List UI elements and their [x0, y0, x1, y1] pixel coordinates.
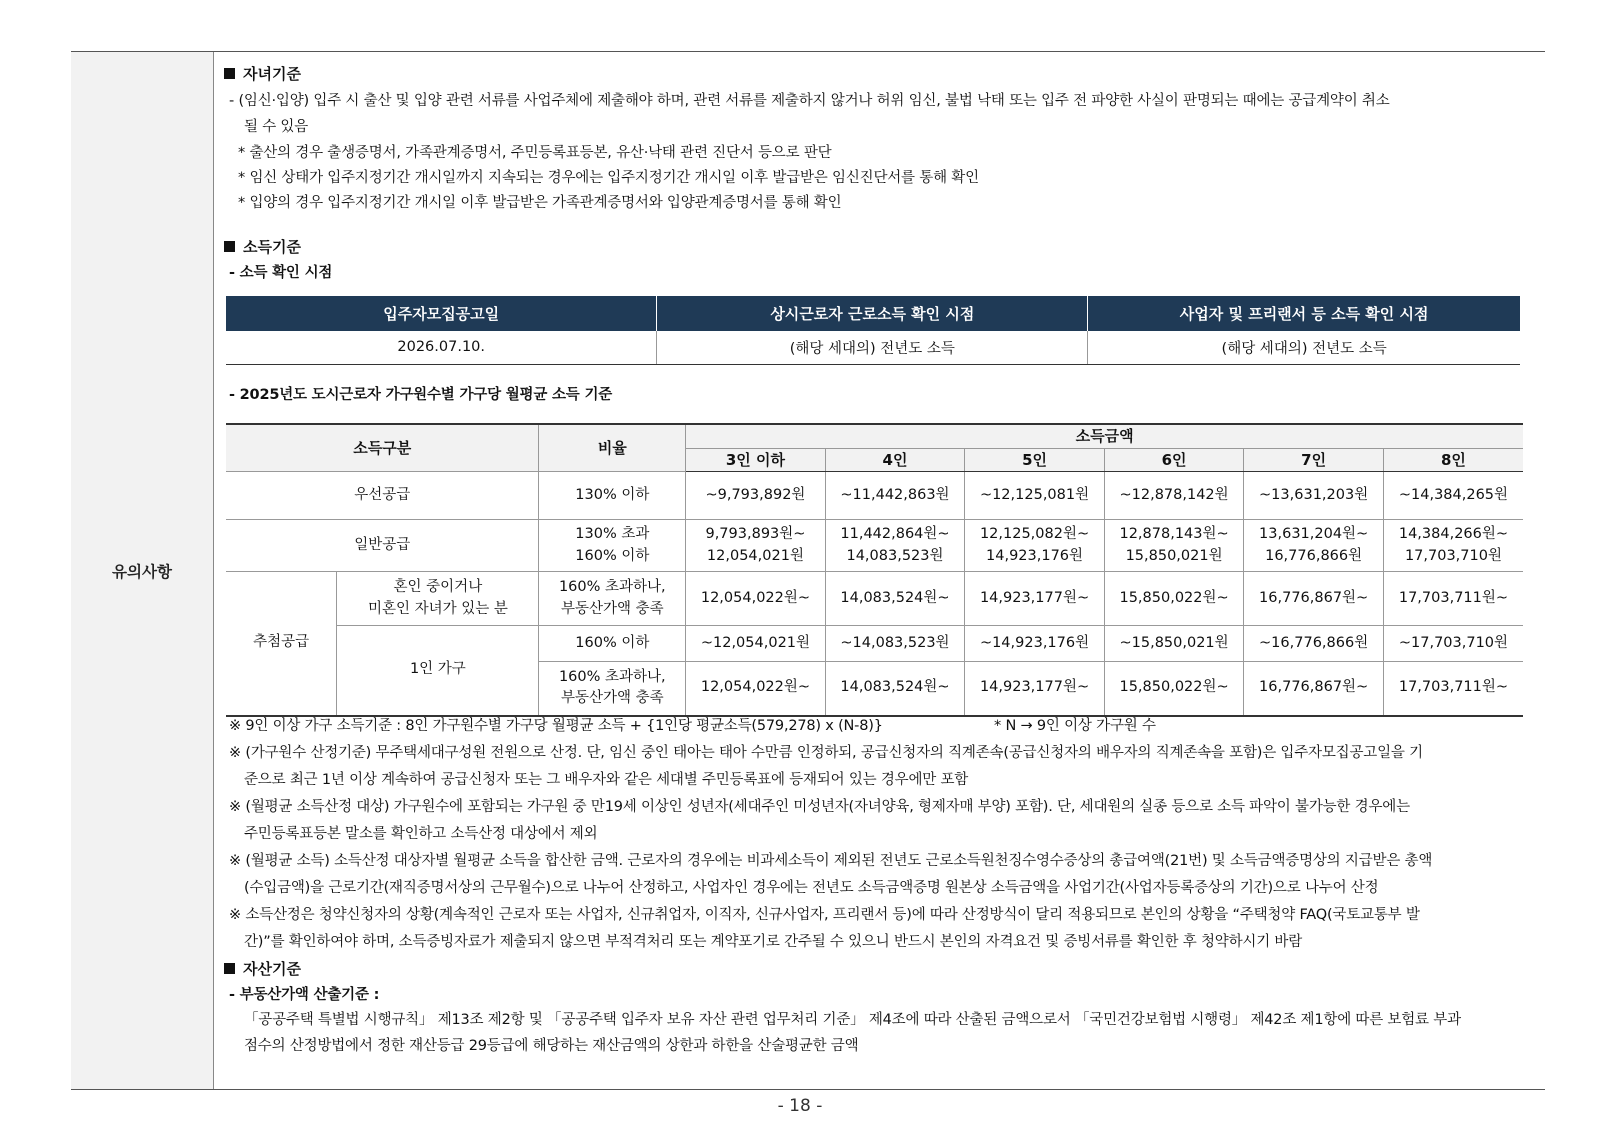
header-category: 소득구분	[226, 424, 539, 472]
income-heading: 소득기준	[224, 236, 301, 257]
header-persons: 8인	[1383, 448, 1523, 472]
children-note-2: * 임신 상태가 입주지정기간 개시일까지 지속되는 경우에는 입주지정기간 개시일 이후 발급받은 임신진단서를 통해 확인	[238, 170, 979, 186]
note-income-calc-2: 간)”를 확인하여야 하며, 소득증빙자료가 제출되지 않으면 부적격처리 또는 계약포기로 간주될 수 있으니 반드시 본인의 자격요건 및 증빙서류를 확인한 후 청약하시기 바람	[244, 934, 1303, 950]
note-income-target-1: ※ (월평균 소득산정 대상) 가구원수에 포함되는 가구원 중 만19세 이상인 성년자(세대주인 미성년자(자녀양육, 형제자매 부양) 포함). 단, 세대원의 실종 등으로 소득 파악이 불가능한 경우에는	[229, 799, 1410, 815]
children-line-1: - (임신·입양) 입주 시 출산 및 입양 관련 서류를 사업주체에 제출해야 하며, 관련 서류를 제출하지 않거나 허위 임신, 불법 낙태 또는 입주 전 파양한 사실이 판명되는 때에는 공급계약이 취소	[229, 93, 1390, 109]
header-persons: 4인	[825, 448, 965, 472]
value-cell: 9,793,893원~ 12,054,021원	[686, 520, 826, 572]
value-cell: 14,083,524원~	[825, 662, 965, 716]
children-line-2: 될 수 있음	[244, 119, 309, 135]
value-cell: ~14,083,523원	[825, 626, 965, 662]
assets-heading: 자산기준	[224, 958, 301, 979]
value-cell: 16,776,867원~	[1244, 662, 1384, 716]
square-bullet-icon	[224, 241, 235, 252]
table-cell: (해당 세대의) 전년도 소득	[1088, 331, 1520, 364]
header-ratio: 비율	[539, 424, 686, 472]
value-cell: 14,384,266원~ 17,703,710원	[1383, 520, 1523, 572]
income-check-time-subheading: - 소득 확인 시점	[229, 265, 333, 281]
assets-line-2: 점수의 산정방법에서 정한 재산등급 29등급에 해당하는 재산금액의 상한과 하한을 산술평균한 금액	[244, 1038, 859, 1054]
children-heading: 자녀기준	[224, 63, 301, 84]
page-number: - 18 -	[777, 1096, 823, 1116]
value-cell: ~14,384,265원	[1383, 472, 1523, 520]
table-row	[226, 572, 1523, 626]
side-label-cell	[71, 52, 214, 1089]
value-cell: ~16,776,866원	[1244, 626, 1384, 662]
header-amount: 소득금액	[686, 424, 1523, 448]
note-n-definition: * N → 9인 이상 가구원 수	[994, 718, 1156, 734]
note-9-persons: ※ 9인 이상 가구 소득기준 : 8인 가구원수별 가구당 월평균 소득 + {1인당 평균소득(579,278) x (N-8)}	[229, 718, 883, 734]
row-ratio: 160% 초과하나, 부동산가액 충족	[539, 572, 686, 626]
row-sublabel: 혼인 중이거나 미혼인 자녀가 있는 분	[337, 572, 539, 626]
note-monthly-income-1: ※ (월평균 소득) 소득산정 대상자별 월평균 소득을 합산한 금액. 근로자의 경우에는 비과세소득이 제외된 전년도 근로소득원천징수영수증상의 총급여액(21번) 및 소득금액증명상의 지급받은 총액	[229, 853, 1433, 869]
value-cell: 16,776,867원~	[1244, 572, 1384, 626]
value-cell: 12,054,022원~	[686, 572, 826, 626]
header-persons: 3인 이하	[686, 448, 826, 472]
table-header: 입주자모집공고일	[226, 296, 657, 331]
value-cell: 12,878,143원~ 15,850,021원	[1104, 520, 1244, 572]
value-cell: 15,850,022원~	[1104, 662, 1244, 716]
income-standard-table	[226, 423, 1523, 717]
value-cell: ~14,923,176원	[965, 626, 1105, 662]
value-cell: ~17,703,710원	[1383, 626, 1523, 662]
row-ratio: 130% 초과 160% 이하	[539, 520, 686, 572]
row-label: 추첨공급	[226, 572, 337, 716]
note-household-count-1: ※ (가구원수 산정기준) 무주택세대구성원 전원으로 산정. 단, 임신 중인 태아는 태아 수만큼 인정하되, 공급신청자의 직계존속(공급신청자의 배우자의 직계존속을 포함)은 입주자모집공고일을 기	[229, 745, 1423, 761]
assets-subheading: - 부동산가액 산출기준 :	[229, 987, 380, 1003]
value-cell: 14,083,524원~	[825, 572, 965, 626]
table-row	[226, 472, 1523, 520]
header-persons: 7인	[1244, 448, 1384, 472]
content-area	[224, 52, 1534, 1089]
value-cell: 14,923,177원~	[965, 662, 1105, 716]
row-ratio: 160% 초과하나, 부동산가액 충족	[539, 662, 686, 716]
value-cell: 15,850,022원~	[1104, 572, 1244, 626]
note-monthly-income-2: (수입금액)을 근로기간(재직증명서상의 근무월수)으로 나누어 산정하고, 사업자인 경우에는 전년도 소득금액증명 원본상 소득금액을 사업기간(사업자등록증상의 기간)으로 나누어 산정	[244, 880, 1379, 896]
value-cell: 12,125,082원~ 14,923,176원	[965, 520, 1105, 572]
value-cell: ~12,878,142원	[1104, 472, 1244, 520]
table-row	[226, 520, 1523, 572]
table-header: 사업자 및 프리랜서 등 소득 확인 시점	[1088, 296, 1520, 331]
note-income-calc-1: ※ 소득산정은 청약신청자의 상황(계속적인 근로자 또는 사업자, 신규취업자, 이직자, 신규사업자, 프리랜서 등)에 따라 산정방식이 달리 적용되므로 본인의 상황을 “주택청약 FAQ(국토교통부 발	[229, 907, 1420, 923]
value-cell: ~9,793,892원	[686, 472, 826, 520]
table-row	[226, 626, 1523, 662]
row-label: 일반공급	[226, 520, 539, 572]
row-ratio: 130% 이하	[539, 472, 686, 520]
notice-frame	[71, 51, 1545, 1090]
value-cell: 17,703,711원~	[1383, 572, 1523, 626]
note-income-target-2: 주민등록표등본 말소를 확인하고 소득산정 대상에서 제외	[244, 826, 598, 842]
value-cell: 12,054,022원~	[686, 662, 826, 716]
value-cell: ~12,054,021원	[686, 626, 826, 662]
note-household-count-2: 준으로 최근 1년 이상 계속하여 공급신청자 또는 그 배우자와 같은 세대별 주민등록표에 등재되어 있는 경우에만 포함	[244, 772, 969, 788]
value-cell: ~11,442,863원	[825, 472, 965, 520]
table-header: 상시근로자 근로소득 확인 시점	[657, 296, 1088, 331]
square-bullet-icon	[224, 963, 235, 974]
assets-line-1: 「공공주택 특별법 시행규칙」 제13조 제2항 및 「공공주택 입주자 보유 자산 관련 업무처리 기준」 제4조에 따라 산출된 금액으로서 「국민건강보험법 시행령」 제42조 제1항에 따른 보험료 부과	[244, 1012, 1461, 1028]
side-label: 유의사항	[112, 562, 172, 581]
table-cell: (해당 세대의) 전년도 소득	[657, 331, 1088, 364]
income-check-time-table	[226, 296, 1520, 365]
row-ratio: 160% 이하	[539, 626, 686, 662]
value-cell: 14,923,177원~	[965, 572, 1105, 626]
value-cell: 13,631,204원~ 16,776,866원	[1244, 520, 1384, 572]
square-bullet-icon	[224, 68, 235, 79]
children-note-3: * 입양의 경우 입주지정기간 개시일 이후 발급받은 가족관계증명서와 입양관계증명서를 통해 확인	[238, 195, 842, 211]
children-note-1: * 출산의 경우 출생증명서, 가족관계증명서, 주민등록표등본, 유산·낙태 관련 진단서 등으로 판단	[238, 145, 832, 161]
income-standard-subheading: - 2025년도 도시근로자 가구원수별 가구당 월평균 소득 기준	[229, 387, 613, 403]
value-cell: ~15,850,021원	[1104, 626, 1244, 662]
header-persons: 6인	[1104, 448, 1244, 472]
value-cell: 17,703,711원~	[1383, 662, 1523, 716]
row-label: 우선공급	[226, 472, 539, 520]
value-cell: 11,442,864원~ 14,083,523원	[825, 520, 965, 572]
row-sublabel: 1인 가구	[337, 626, 539, 716]
value-cell: ~12,125,081원	[965, 472, 1105, 520]
table-cell: 2026.07.10.	[226, 331, 657, 364]
header-persons: 5인	[965, 448, 1105, 472]
value-cell: ~13,631,203원	[1244, 472, 1384, 520]
